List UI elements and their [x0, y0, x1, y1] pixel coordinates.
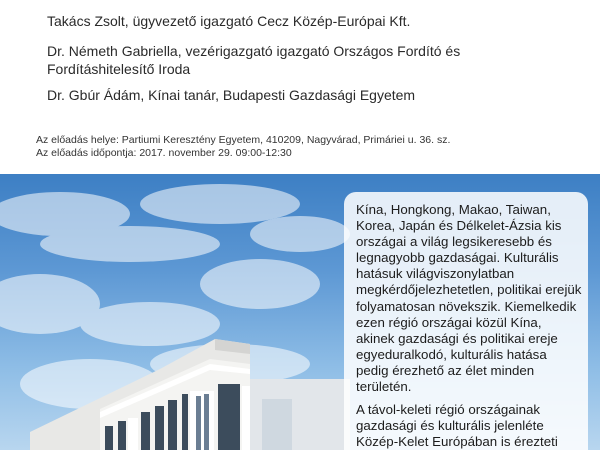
speaker-3: Dr. Gbúr Ádám, Kínai tanár, Budapesti Gazdasági Egyetem — [47, 87, 416, 103]
description-paragraph-2: A távol-keleti régió országainak gazdasági és kulturális jelenléte Közép-Kelet Európában is érezteti — [356, 402, 558, 450]
speaker-1: Takács Zsolt, ügyvezető igazgató Cecz Közép-Európai Kft. — [47, 13, 411, 29]
description-panel — [344, 192, 588, 462]
description-paragraph-1: Kína, Hongkong, Makao, Taiwan, Korea, Japán és Délkelet-Ázsia kis országai a világ legsikeresebb és legnagyobb gazdaságai. Kulturális hatásuk világviszonylatban megkérdőjelezhetetlen, politikai erejük folyamatosan növekszik. Kiemelkedik ezen régió országai közül Kína, akinek gazdasági és politikai ereje egyeduralkodó, kulturális hatása pedig érezhető az élet minden területén. — [356, 202, 582, 395]
datetime-line: Az előadás időpontja: 2017. november 29. 09:00-12:30 — [36, 147, 292, 159]
venue-line: Az előadás helye: Partiumi Keresztény Egyetem, 410209, Nagyvárad, Primáriei u. 36. sz. — [36, 134, 451, 146]
speaker-2: Dr. Németh Gabriella, vezérigazgató igazgató Országos Fordító és Fordításhitelesítő Iroda — [47, 43, 461, 77]
header-section — [0, 0, 600, 174]
